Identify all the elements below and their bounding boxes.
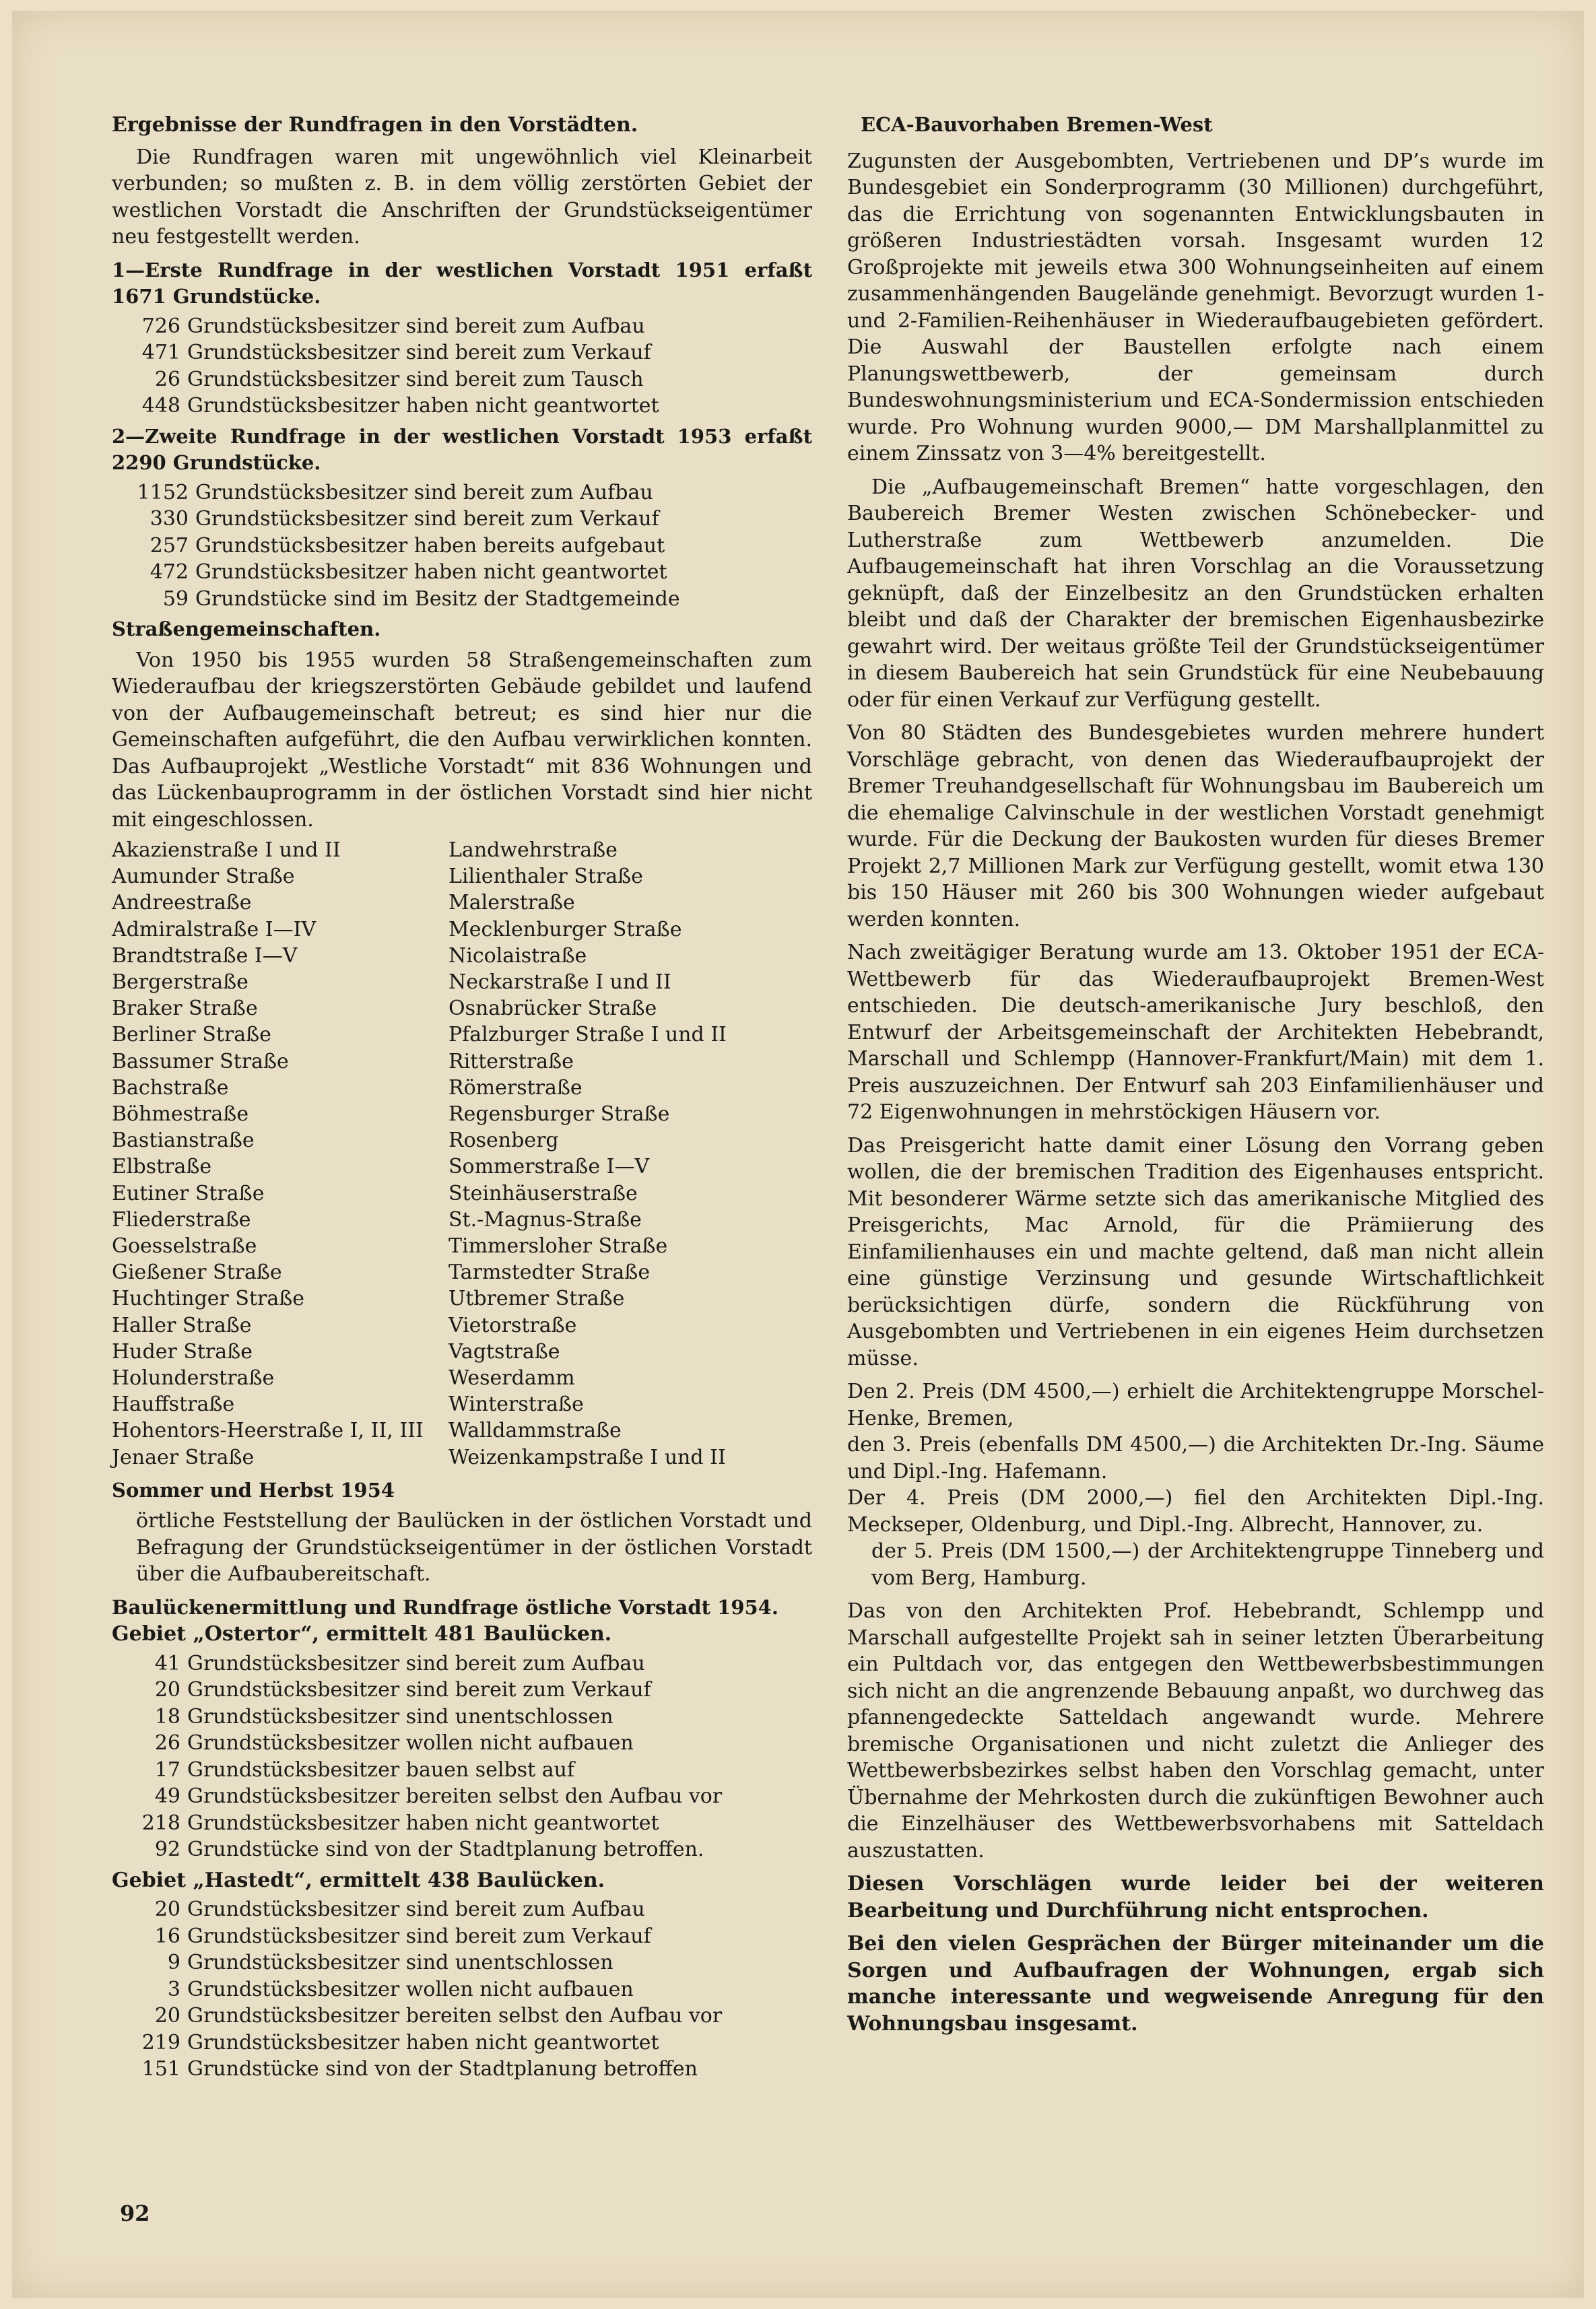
street-name: Huder Straße — [112, 1339, 253, 1364]
page-sheet — [12, 11, 1584, 2298]
street-name: Eutiner Straße — [112, 1181, 265, 1205]
page-number: 92 — [120, 2201, 150, 2226]
street-name: Pfalzburger Straße I und II — [448, 1023, 727, 1047]
street-name: Winterstraße — [448, 1393, 584, 1417]
list-item-count: 472 — [149, 560, 189, 584]
list-item-text: Grundstücksbesitzer bereiten selbst den Aufbau vor — [187, 1784, 723, 1809]
list-item-count: 92 — [154, 1838, 180, 1862]
list-item-text: Grundstücksbesitzer sind bereit zum Aufbau — [187, 314, 645, 338]
right-column — [847, 112, 1544, 2037]
street-list — [112, 837, 812, 1471]
list-item-text: Grundstücksbesitzer haben nicht geantwortet — [187, 394, 659, 417]
list-item-text: Grundstücksbesitzer sind bereit zum Verkauf — [195, 507, 659, 531]
street-name: Landwehrstraße — [448, 838, 618, 862]
street-name: Bassumer Straße — [112, 1049, 289, 1073]
list-item-text: Grundstücksbesitzer sind bereit zum Tausch — [187, 367, 644, 391]
list-item-text: Grundstücke sind von der Stadtplanung betroffen — [187, 2057, 698, 2081]
paragraph: Von 1950 bis 1955 wurden 58 Straßengemeinschaften zum Wiederaufbau der kriegszerstörten Gebäude gebildet und laufend von der Aufbaugemeinschaft betreut; es sind hier nur die Gemeinschaften aufgeführt, die den Aufbau verwirklichen konnten. Das Aufbauprojekt „Westliche Vorstadt“ mit 836 Wohnungen und das Lückenbauprogramm in der östlichen Vorstadt sind hier nicht mit eingeschlossen. — [112, 648, 812, 832]
list-item — [112, 1783, 812, 1810]
street-name: Ritterstraße — [448, 1049, 574, 1073]
street-name: Neckarstraße I und II — [448, 970, 671, 995]
street-name: Hauffstraße — [112, 1393, 235, 1417]
list-item-text: Grundstücksbesitzer sind bereit zum Verkauf — [187, 1924, 651, 1948]
paragraph-bold: Diesen Vorschlägen wurde leider bei der weiteren Bearbeitung und Durchführung nicht entsprochen. — [847, 1872, 1544, 1922]
list-item-text: Grundstücksbesitzer bauen selbst auf — [187, 1758, 575, 1782]
street-name: Malerstraße — [448, 891, 575, 915]
list-item-text: Grundstücksbesitzer bereiten selbst den Aufbau vor — [187, 2004, 723, 2028]
list-item-count: 26 — [154, 1731, 180, 1755]
list-item — [112, 1650, 812, 1677]
street-name: Böhmestraße — [112, 1102, 249, 1127]
list-item-count: 3 — [167, 1977, 180, 2001]
street-name: Gießener Straße — [112, 1261, 282, 1285]
list-item — [112, 1677, 812, 1704]
list-item-text: Grundstücksbesitzer haben nicht geantwortet — [187, 1811, 659, 1835]
list-item-count: 726 — [141, 314, 180, 338]
list-item — [112, 586, 812, 613]
street-name: Sommerstraße I—V — [448, 1155, 650, 1179]
heading-zweite-rundfrage: 2—Zweite Rundfrage in der westlichen Vorstadt 1953 erfaßt 2290 Grundstücke. — [112, 424, 812, 474]
heading-hastedt: Gebiet „Hastedt“, ermittelt 438 Baulücken. — [112, 1868, 605, 1892]
list-zweite-rundfrage — [112, 479, 812, 613]
list-item-count: 49 — [154, 1784, 180, 1809]
list-item — [112, 2003, 812, 2030]
list-item-count: 59 — [162, 587, 189, 611]
street-name: Akazienstraße I und II — [112, 838, 341, 862]
street-name: Rosenberg — [448, 1129, 559, 1153]
heading-rundfragen: Ergebnisse der Rundfragen in den Vorstädten. — [112, 113, 638, 137]
street-name: Timmersloher Straße — [448, 1234, 668, 1259]
list-item-text: Grundstücksbesitzer wollen nicht aufbauen — [187, 1977, 634, 2001]
list-item-text: Grundstücksbesitzer sind bereit zum Aufbau — [187, 1898, 645, 1922]
list-item-text: Grundstücksbesitzer wollen nicht aufbauen — [187, 1731, 634, 1755]
street-name: Huchtinger Straße — [112, 1287, 305, 1311]
list-item — [112, 1836, 812, 1863]
street-name: Andreestraße — [112, 891, 252, 915]
list-item — [112, 393, 812, 420]
list-item — [112, 2056, 812, 2083]
street-name: Admiralstraße I—IV — [112, 917, 317, 941]
heading-erste-rundfrage: 1—Erste Rundfrage in der westlichen Vorstadt 1951 erfaßt 1671 Grundstücke. — [112, 258, 812, 308]
paragraph: Das Preisgericht hatte damit einer Lösung den Vorrang geben wollen, die der bremischen Tradition des Eigenhauses entspricht. Mit besonderer Wärme setzte sich das amerikanische Mitglied des Preisgerichts, Mac Arnold, für die Prämiierung des Einfamilienhauses ein und machte geltend, daß man nicht allein eine günstige Verzinsung und gesunde Wirtschaftlichkeit berücksichtigen dürfe, sondern die Rückführung von Ausgebombten und Vertriebenen in ein eigenes Heim durchsetzen müsse. — [847, 1133, 1544, 1370]
street-name: Regensburger Straße — [448, 1102, 670, 1127]
list-item — [112, 1949, 812, 1976]
list-item-count: 330 — [149, 507, 189, 531]
list-item — [112, 1923, 812, 1950]
paragraph: örtliche Feststellung der Baulücken in der östlichen Vorstadt und Befragung der Grundstückseigentümer in der östlichen Vorstadt über die Aufbaubereitschaft. — [136, 1509, 812, 1586]
paragraph: Die „Aufbaugemeinschaft Bremen“ hatte vorgeschlagen, den Baubereich Bremer Westen zwischen Schönebecker- und Lutherstraße zum Wettbewerb anzumelden. Die Aufbaugemeinschaft hat ihren Vorschlag an die Voraussetzung geknüpft, daß der Einzelbesitz an den Grundstücken erhalten bleibt und daß der Charakter der bremischen Eigenhausbezirke gewahrt wird. Der weitaus größte Teil der Grundstückseigentümer in diesem Baubereich hat sein Grundstück für eine Neubebauung oder für einen Verkauf zur Verfügung gestellt. — [847, 475, 1544, 712]
list-item-count: 448 — [141, 394, 180, 417]
list-item — [112, 1896, 812, 1923]
street-name: Vagtstraße — [448, 1339, 560, 1364]
street-name: Römerstraße — [448, 1075, 583, 1100]
list-item-text: Grundstücksbesitzer haben nicht geantwortet — [195, 560, 667, 584]
street-name: St.-Magnus-Straße — [448, 1207, 642, 1232]
street-name: Jenaer Straße — [112, 1445, 255, 1469]
paragraph-preis-3: den 3. Preis (ebenfalls DM 4500,—) die Architekten Dr.-Ing. Säume und Dipl.-Ing. Hafemann. — [847, 1433, 1544, 1483]
street-name: Bastianstraße — [112, 1129, 255, 1153]
list-item-count: 20 — [154, 1678, 180, 1702]
list-item — [112, 1704, 812, 1731]
list-item-text: Grundstücksbesitzer sind bereit zum Aufbau — [195, 480, 653, 504]
street-name: Fliederstraße — [112, 1207, 251, 1232]
street-list-column-b — [448, 837, 812, 1471]
street-name: Aumunder Straße — [112, 865, 295, 889]
list-item — [112, 506, 812, 533]
street-name: Berliner Straße — [112, 1023, 271, 1047]
list-item-count: 218 — [141, 1811, 180, 1835]
list-item-count: 20 — [154, 1898, 180, 1922]
list-hastedt — [112, 1896, 812, 2083]
street-name: Brandtstraße I—V — [112, 943, 298, 968]
heading-ostertor: Gebiet „Ostertor“, ermittelt 481 Baulücken. — [112, 1622, 612, 1646]
street-name: Bachstraße — [112, 1075, 229, 1100]
street-name: Goesselstraße — [112, 1234, 257, 1259]
list-item-count: 41 — [154, 1651, 180, 1675]
list-item — [112, 1810, 812, 1837]
list-item-text: Grundstücksbesitzer sind unentschlossen — [187, 1704, 613, 1729]
list-item-text: Grundstücksbesitzer sind bereit zum Aufbau — [187, 1651, 645, 1675]
list-item-count: 219 — [141, 2030, 180, 2054]
list-item — [112, 313, 812, 340]
street-list-column-a — [112, 837, 448, 1471]
list-item-text: Grundstücksbesitzer haben bereits aufgebaut — [195, 533, 665, 558]
paragraph: Nach zweitägiger Beratung wurde am 13. Oktober 1951 der ECA-Wettbewerb für das Wiederaufbauprojekt Bremen-West entschieden. Die deutsch-amerikanische Jury beschloß, den Entwurf der Arbeitsgemeinschaft der Architekten Hebebrandt, Marschall und Schlempp (Hannover-Frankfurt/Main) mit dem 1. Preis auszuzeichnen. Der Entwurf sah 203 Einfamilienhäuser und 72 Eigenwohnungen in mehrstöckigen Häusern vor. — [847, 941, 1544, 1124]
list-item — [112, 1757, 812, 1784]
list-item-text: Grundstücksbesitzer sind bereit zum Verkauf — [187, 341, 651, 364]
street-name: Utbremer Straße — [448, 1287, 625, 1311]
street-name: Tarmstedter Straße — [448, 1261, 651, 1285]
list-item-count: 18 — [154, 1704, 180, 1729]
street-name: Holunderstraße — [112, 1366, 275, 1391]
paragraph-preis-5: der 5. Preis (DM 1500,—) der Architektengruppe Tinneberg und vom Berg, Hamburg. — [871, 1539, 1544, 1590]
street-name: Haller Straße — [112, 1313, 252, 1337]
list-item — [112, 1730, 812, 1757]
street-name: Vietorstraße — [448, 1313, 577, 1337]
list-item — [112, 2030, 812, 2056]
heading-strassengemeinschaften: Straßengemeinschaften. — [112, 617, 381, 640]
list-item — [112, 559, 812, 586]
heading-sommer-herbst: Sommer und Herbst 1954 — [112, 1478, 395, 1502]
street-name: Lilienthaler Straße — [448, 865, 643, 889]
left-column — [112, 112, 812, 2087]
list-item-count: 151 — [141, 2057, 180, 2081]
list-item-text: Grundstücksbesitzer sind unentschlossen — [187, 1951, 613, 1975]
list-item-count: 9 — [167, 1951, 180, 1975]
list-item-text: Grundstücksbesitzer haben nicht geantwortet — [187, 2030, 659, 2054]
street-name: Steinhäuserstraße — [448, 1181, 638, 1205]
street-name: Elbstraße — [112, 1155, 212, 1179]
list-item-count: 471 — [141, 341, 180, 364]
list-item — [112, 366, 812, 393]
paragraph: Das von den Architekten Prof. Hebebrandt, Schlempp und Marschall aufgestellte Projekt sah in seiner letzten Überarbeitung ein Pultdach vor, das entgegen den Wettbewerbsbestimmungen sich nicht an die angrenzende Bebauung anpaßt, wo durchweg das pfannengedeckte Satteldach angewandt wurde. Mehrere bremische Organisationen und nicht zuletzt die Anlieger des Wettbewerbsbezirkes selbst haben den Vorschlag gemacht, unter Übernahme der Mehrkosten durch die zukünftigen Bewohner auch die Einzelhäuser des Wettbewerbsvorhabens mit Satteldach auszustatten. — [847, 1599, 1544, 1863]
list-item — [112, 339, 812, 366]
street-name: Weizenkampstraße I und II — [448, 1445, 726, 1469]
paragraph: Von 80 Städten des Bundesgebietes wurden mehrere hundert Vorschläge gebracht, von denen das Wiederaufbauprojekt der Bremer Treuhandgesellschaft für Wohnungsbau im Baubereich um die ehemalige Calvinschule in der westlichen Vorstadt genehmigt wurde. Für die Deckung der Baukosten wurden für dieses Bremer Projekt 2,7 Millionen Mark zur Verfügung gestellt, womit etwa 130 bis 150 Häuser mit 260 bis 300 Wohnungen wieder aufgebaut werden konnten. — [847, 721, 1544, 931]
paragraph: Die Rundfragen waren mit ungewöhnlich viel Kleinarbeit verbunden; so mußten z. B. in dem völlig zerstörten Gebiet der westlichen Vorstadt die Anschriften der Grundstückseigentümer neu festgestellt werden. — [112, 145, 812, 248]
list-item-count: 257 — [149, 533, 189, 558]
street-name: Braker Straße — [112, 997, 258, 1021]
list-erste-rundfrage — [112, 313, 812, 420]
street-name: Mecklenburger Straße — [448, 917, 682, 941]
list-item-text: Grundstücke sind von der Stadtplanung betroffen. — [187, 1838, 704, 1862]
list-item — [112, 479, 812, 506]
list-item-count: 16 — [154, 1924, 180, 1948]
paragraph-bold: Bei den vielen Gesprächen der Bürger miteinander um die Sorgen und Aufbaufragen der Wohnungen, ergab sich manche interessante und wegweisende Anregung für den Wohnungsbau insgesamt. — [847, 1932, 1544, 2036]
list-item — [112, 1976, 812, 2003]
street-name: Weserdamm — [448, 1366, 575, 1391]
paragraph: Zugunsten der Ausgebombten, Vertriebenen und DP’s wurde im Bundesgebiet ein Sonderprogramm (30 Millionen) durchgeführt, das die Errichtung von sogenannten Entwicklungsbauten in größeren Industriestädten vorsah. Insgesamt wurden 12 Großprojekte mit jeweils etwa 300 Wohnungseinheiten auf einem zusammenhängenden Baugelände genehmigt. Bevorzugt wurden 1- und 2-Familien-Reihenhäuser in Wiederaufbaugebieten gefördert. Die Auswahl der Baustellen erfolgte nach einem Planungswettbewerb, der gemeinsam durch Bundeswohnungsministerium und ECA-Sondermission entschieden wurde. Pro Wohnung wurden 9000,— DM Marshallplanmittel zu einem Zinssatz von 3—4% bereitgestellt. — [847, 149, 1544, 465]
street-name: Nicolaistraße — [448, 943, 587, 968]
list-item-count: 20 — [154, 2004, 180, 2028]
street-name: Hohentors-Heerstraße I, II, III — [112, 1419, 424, 1443]
list-item-count: 1152 — [137, 480, 189, 504]
paragraph-preis-4: Der 4. Preis (DM 2000,—) fiel den Architekten Dipl.-Ing. Meckseper, Oldenburg, und Dipl.-Ing. Albrecht, Hannover, zu. — [847, 1486, 1544, 1537]
list-item-text: Grundstücksbesitzer sind bereit zum Verkauf — [187, 1678, 651, 1702]
list-item-count: 17 — [154, 1758, 180, 1782]
street-name: Walldammstraße — [448, 1419, 622, 1443]
list-item-count: 26 — [154, 367, 180, 391]
street-name: Bergerstraße — [112, 970, 248, 995]
paragraph-preis-2: Den 2. Preis (DM 4500,—) erhielt die Architektengruppe Morschel-Henke, Bremen, — [847, 1380, 1544, 1430]
list-ostertor — [112, 1650, 812, 1863]
street-name: Osnabrücker Straße — [448, 997, 657, 1021]
list-item-text: Grundstücke sind im Besitz der Stadtgemeinde — [195, 587, 680, 611]
heading-eca-bauvorhaben: ECA-Bauvorhaben Bremen-West — [861, 113, 1213, 136]
list-item — [112, 533, 812, 560]
heading-baulueckenermittlung: Baulückenermittlung und Rundfrage östliche Vorstadt 1954. — [112, 1595, 778, 1619]
